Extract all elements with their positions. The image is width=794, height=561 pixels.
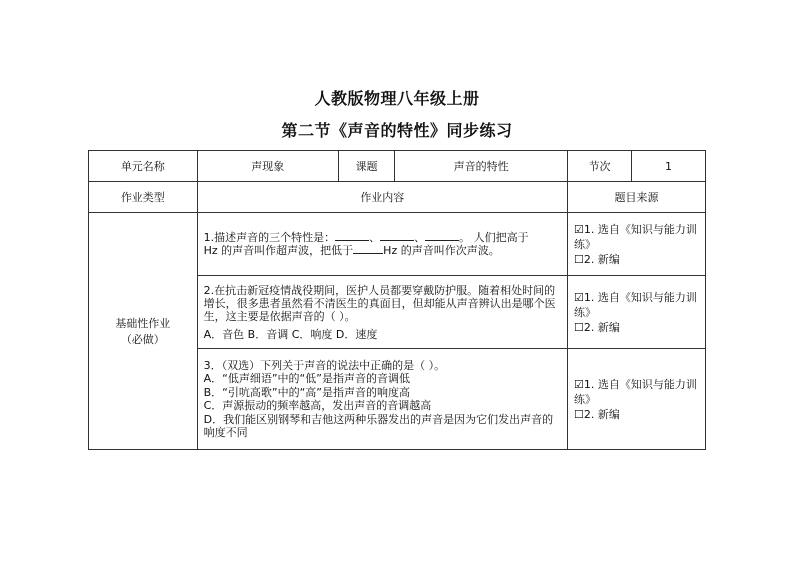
question-2-text: 2.在抗击新冠疫情战役期间，医护人员都要穿戴防护服。随着相处时间的增长，很多患者虽然看不清医生的真面目，但却能从声音辨认出是哪个医生，这主要是依据声音的（ ）。	[203, 283, 556, 323]
answer-blank[interactable]	[380, 231, 414, 241]
source-selected: ☑1. 选自《知识与能力训练》	[574, 222, 697, 251]
doc-subtitle: 第二节《声音的特性》同步练习	[281, 121, 513, 140]
source-selected: ☑1. 选自《知识与能力训练》	[574, 377, 697, 406]
homework-table	[88, 150, 706, 450]
question-row-1	[89, 213, 706, 276]
topic-label: 课题	[338, 151, 394, 182]
question-1: 1.描述声音的三个特性是： 、 、 。 人们把高于 Hz 的声音叫作超声波，把低于 Hz 的声音叫作次声波。	[197, 213, 567, 276]
column-header-row	[89, 182, 706, 213]
question-3-option-a: A．“低声细语”中的“低”是指声音的音调低	[203, 372, 410, 385]
unit-name-label: 单元名称	[89, 151, 198, 182]
source-header: 题目来源	[568, 182, 706, 213]
source-new: ☐2. 新编	[574, 252, 620, 266]
source-selected: ☑1. 选自《知识与能力训练》	[574, 290, 697, 319]
answer-blank[interactable]	[425, 231, 459, 241]
category-note: （必做）	[120, 333, 165, 346]
category-cell	[89, 213, 198, 450]
content-header: 作业内容	[197, 182, 567, 213]
doc-title: 人教版物理八年级上册	[314, 89, 480, 108]
section-label: 节次	[568, 151, 632, 182]
question-2-options: A．音色 B．音调 C．响度 D．速度	[203, 327, 378, 341]
question-3	[197, 349, 567, 450]
unit-name-value: 声现象	[197, 151, 338, 182]
category-label: 基础性作业	[115, 317, 171, 330]
answer-blank[interactable]	[335, 231, 369, 241]
source-cell-1	[568, 213, 706, 276]
source-new: ☐2. 新编	[574, 407, 620, 421]
section-value: 1	[632, 151, 706, 182]
question-3-stem: 3．（双选）下列关于声音的说法中正确的是（ ）。	[203, 358, 446, 372]
question-3-option-b: B．“引吭高歌”中的“高”是指声音的响度高	[203, 385, 410, 399]
source-cell-3	[568, 349, 706, 450]
topic-value: 声音的特性	[395, 151, 568, 182]
question-3-option-c: C．声源振动的频率越高，发出声音的音调越高	[203, 399, 432, 412]
source-cell-2	[568, 276, 706, 349]
source-new: ☐2. 新编	[574, 320, 620, 334]
answer-blank[interactable]	[353, 244, 383, 254]
type-header: 作业类型	[89, 182, 198, 213]
meta-row	[89, 151, 706, 182]
question-3-option-d: D．我们能区别钢琴和吉他这两种乐器发出的声音是因为它们发出声音的响度不同	[203, 412, 554, 439]
question-2	[197, 276, 567, 349]
